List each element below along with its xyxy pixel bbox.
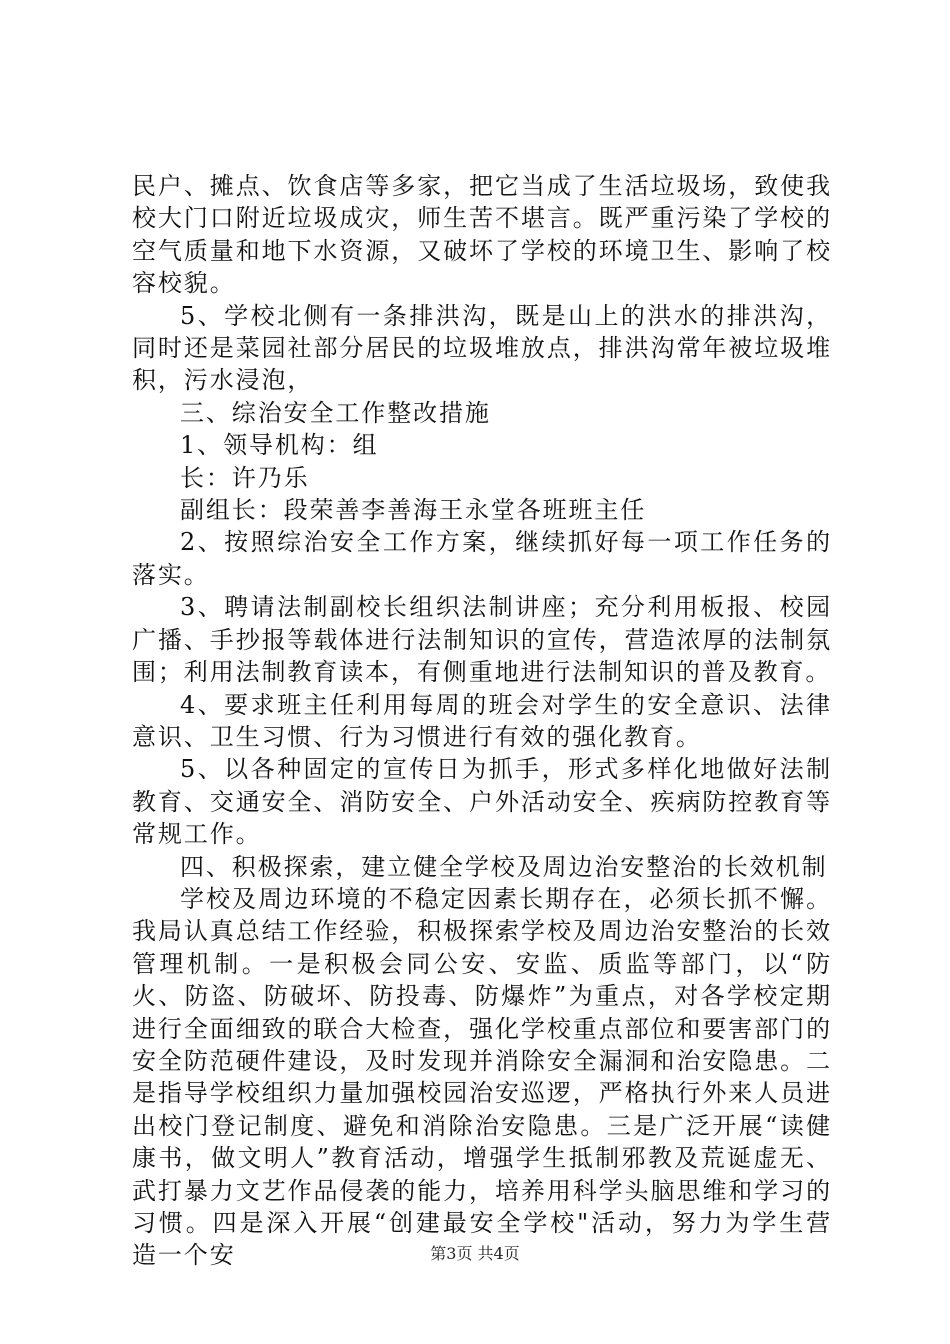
section-heading: 三、综治安全工作整改措施 bbox=[180, 398, 491, 427]
section-heading: 四、积极探索，建立健全学校及周边治安整治的长效机制 bbox=[180, 852, 828, 881]
paragraph: 5、学校北侧有一条排洪沟，既是山上的洪水的排洪沟，同时还是菜园社部分居民的垃圾堆放点，排洪沟常年被垃圾堆积，污水浸泡， bbox=[132, 301, 832, 395]
paragraph: 副组长：段荣善李善海王永堂各班班主任 bbox=[180, 496, 647, 525]
paragraph: 2、按照综治安全工作方案，继续抓好每一项工作任务的落实。 bbox=[132, 528, 832, 589]
paragraph: 5、以各种固定的宣传日为抓手，形式多样化地做好法制教育、交通安全、消防安全、户外活动安全、疾病防控教育等常规工作。 bbox=[132, 755, 832, 849]
paragraph: 民户、摊点、饮食店等多家，把它当成了生活垃圾场，致使我校大门口附近垃圾成灾，师生苦不堪言。既严重污染了学校的空气质量和地下水资源，又破坏了学校的环境卫生、影响了校容校貌。 bbox=[132, 172, 832, 298]
document-body bbox=[132, 170, 832, 1272]
paragraph: 长：许乃乐 bbox=[180, 463, 310, 492]
paragraph: 3、聘请法制副校长组织法制讲座；充分利用板报、校园广播、手抄报等载体进行法制知识的宣传，营造浓厚的法制氛围；利用法制教育读本，有侧重地进行法制知识的普及教育。 bbox=[132, 593, 832, 687]
page-footer bbox=[0, 1241, 950, 1264]
paragraph: 学校及周边环境的不稳定因素长期存在，必须长抓不懈。我局认真总结工作经验，积极探索学校及周边治安整治的长效管理机制。一是积极会同公安、安监、质监等部门，以“防火、防盗、防破坏、防投毒、防爆炸”为重点，对各学校定期进行全面细致的联合大检查，强化学校重点部位和要害部门的安全防范硬件建设，及时发现并消除安全漏洞和治安隐患。二是指导学校组织力量加强校园治安巡逻，严格执行外来人员进出校门登记制度、避免和消除治安隐患。三是广泛开展“读健康书，做文明人”教育活动，增强学生抵制邪教及荒诞虚无、武打暴力文艺作品侵袭的能力，培养用科学头脑思维和学习的习惯。四是深入开展“创建最安全学校"活动，努力为学生营造一个安 bbox=[132, 884, 832, 1270]
paragraph: 1、领导机构：组 bbox=[180, 431, 379, 460]
paragraph: 4、要求班主任利用每周的班会对学生的安全意识、法律意识、卫生习惯、行为习惯进行有效的强化教育。 bbox=[132, 690, 832, 751]
page-number-label: 第3页 共4页 bbox=[430, 1244, 520, 1263]
